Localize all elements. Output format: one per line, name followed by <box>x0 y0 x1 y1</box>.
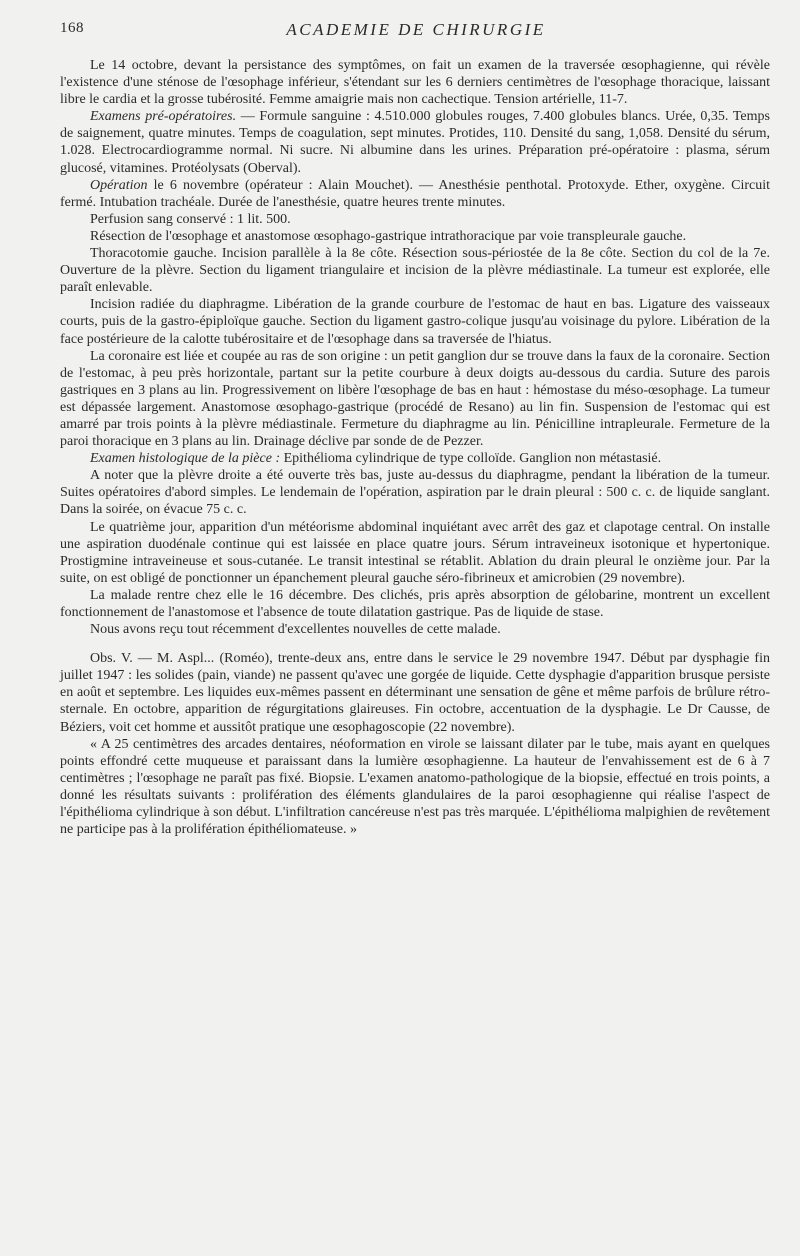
paragraph-text: Perfusion sang conservé : 1 lit. 500. <box>90 211 291 227</box>
paragraph <box>60 587 770 621</box>
paragraph-text: Nous avons reçu tout récemment d'excellentes nouvelles de cette malade. <box>90 622 501 638</box>
paragraph <box>60 348 770 451</box>
paragraph <box>60 245 770 296</box>
body-text <box>60 57 770 838</box>
running-head: ACADEMIE DE CHIRURGIE <box>286 20 546 39</box>
paragraph <box>60 228 770 245</box>
page-number: 168 <box>60 20 84 36</box>
paragraph-lead: Examens pré-opératoires. <box>90 109 237 125</box>
page-header <box>60 20 772 46</box>
paragraph <box>60 650 770 735</box>
paragraph-lead: Opération <box>90 177 148 193</box>
paragraph-text: Thoracotomie gauche. Incision parallèle à la 8e côte. Résection sous-périostée de la 8e côte. Section du col de la 7e. Ouverture de la plèvre. Section du ligament triangulaire et incision de la plèvre médiastinale. La tumeur est explorée, elle paraît enlevable. <box>60 246 770 296</box>
paragraph <box>60 211 770 228</box>
paragraph <box>60 736 770 839</box>
paragraph <box>60 108 770 176</box>
paragraph-text: Résection de l'œsophage et anastomose œsophago-gastrique intrathoracique par voie transpleurale gauche. <box>90 228 687 244</box>
paragraph-text: La coronaire est liée et coupée au ras de son origine : un petit ganglion dur se trouve dans la faux de la coronaire. Section de l'estomac, à peu près horizontale, partant sur la petite courbure à deux doigts au-dessous du cardia. Suture des parois gastriques en 3 plans au lin. Progressivement on libère l'œsophage de bas en haut : hémostase du méso-œsophage. La tumeur est dépassée largement. Anastomose œsophago-gastrique (procédé de Resano) au lin fin. Suspension de l'estomac qui est amarré par trois points à la plèvre médiastinale. Fermeture du diaphragme au lin. Pénicilline intrapleurale. Fermeture de la paroi thoracique en 3 plans au lin. Drainage déclive par sonde de de Pezzer. <box>60 348 770 450</box>
paragraph-text: Epithélioma cylindrique de type colloïde. Ganglion non métastasié. <box>280 451 662 467</box>
paragraph-text: Incision radiée du diaphragme. Libération de la grande courbure de l'estomac de haut en bas. Ligature des vaisseaux courts, puis de la gastro-épiploïque gauche. Section du ligament gastro-colique jusqu'au voisinage du pylore. Libération de la face postérieure de la calotte tubérositaire et de l'œsophage dans sa traversée de l'hiatus. <box>60 297 770 347</box>
paragraph-text: — Formule sanguine : 4.510.000 globules rouges, 7.400 globules blancs. Urée, 0,35. Temps de saignement, quatre minutes. Temps de coagulation, sept minutes. Protides, 110. Densité du sang, 1,058. Densité du sérum, 1.028. Electrocardiogramme normal. Ni sucre. Ni albumine dans les urines. Préparation pré-opératoire : plasma, sérum glucosé, vitamines. Protéolysats (Oberval). <box>60 109 770 176</box>
paragraph <box>60 621 770 638</box>
paragraph-text: le 6 novembre (opérateur : Alain Mouchet). — Anesthésie penthotal. Protoxyde. Ether, oxygène. Circuit fermé. Intubation trachéale. Durée de l'anesthésie, quatre heures trente minutes. <box>60 177 770 210</box>
paragraph <box>60 57 770 108</box>
paragraph <box>60 296 770 347</box>
paragraph <box>60 450 770 467</box>
paragraph <box>60 177 770 211</box>
paragraph-text: Obs. V. — M. Aspl... (Roméo), trente-deux ans, entre dans le service le 29 novembre 1947. Début par dysphagie fin juillet 1947 : les solides (pain, viande) ne passent qu'avec une gorgée de liquide. Cette dysphagie d'apparition brusque persiste en août et septembre. Les liquides eux-mêmes passent en déterminant une sensation de gêne et même parfois de brûlure rétro-sternale. En octobre, apparition de régurgitations glaireuses. Fin octobre, accentuation de la dysphagie. Le Dr Causse, de Béziers, voit cet homme et aussitôt pratique une œsophagoscopie (22 novembre). <box>60 651 770 735</box>
paragraph-lead: Examen histologique de la pièce : <box>90 451 281 467</box>
paragraph-text: « A 25 centimètres des arcades dentaires, néoformation en virole se laissant dilater par le tube, mais ayant en quelques points effondré cette muqueuse et paraissant dans la lumière œsophagienne. La hauteur de l'envahissement est de 6 à 7 centimètres ; l'œsophage ne paraît pas fixé. Biopsie. L'examen anatomo-pathologique de la biopsie, effectué en trois points, a donné les résultats suivants : prolifération des éléments glandulaires de la paroi œsophagienne qui réalise l'aspect de l'épithélioma cylindrique à son début. L'infiltration cancéreuse n'est pas très marquée. L'épithélioma malpighien de revêtement ne participe pas à la prolifération épithéliomateuse. » <box>60 736 770 838</box>
paragraph <box>60 519 770 587</box>
paragraph-text: Le quatrième jour, apparition d'un météorisme abdominal inquiétant avec arrêt des gaz et clapotage central. On installe une aspiration duodénale continue qui est laissée en place quatre jours. Sérum intraveineux isotonique et hypertonique. Prostigmine intraveineuse et sous-cutanée. Le transit intestinal se rétablit. Ablation du drain pleural le onzième jour. Par la suite, on est obligé de ponctionner un épanchement pleural gauche séro-fibrineux et amicrobien (29 novembre). <box>60 519 770 586</box>
paragraph-text: La malade rentre chez elle le 16 décembre. Des clichés, pris après absorption de gélobarine, montrent un excellent fonctionnement de l'anastomose et l'absence de toute dilatation gastrique. Pas de liquide de stase. <box>60 587 770 620</box>
paragraph-text: Le 14 octobre, devant la persistance des symptômes, on fait un examen de la traversée œsophagienne, qui révèle l'existence d'une sténose de l'œsophage inférieur, s'étendant sur les 6 derniers centimètres de l'œsophage thoracique, laissant libre le cardia et la grosse tubérosité. Femme amaigrie mais non cachectique. Tension artérielle, 11-7. <box>60 58 770 108</box>
paragraph-text: A noter que la plèvre droite a été ouverte très bas, juste au-dessus du diaphragme, pendant la libération de la tumeur. Suites opératoires d'abord simples. Le lendemain de l'opération, aspiration par le drain pleural : 500 c. c. de liquide sanglant. Dans la soirée, on évacue 75 c. c. <box>60 468 770 518</box>
paragraph <box>60 467 770 518</box>
